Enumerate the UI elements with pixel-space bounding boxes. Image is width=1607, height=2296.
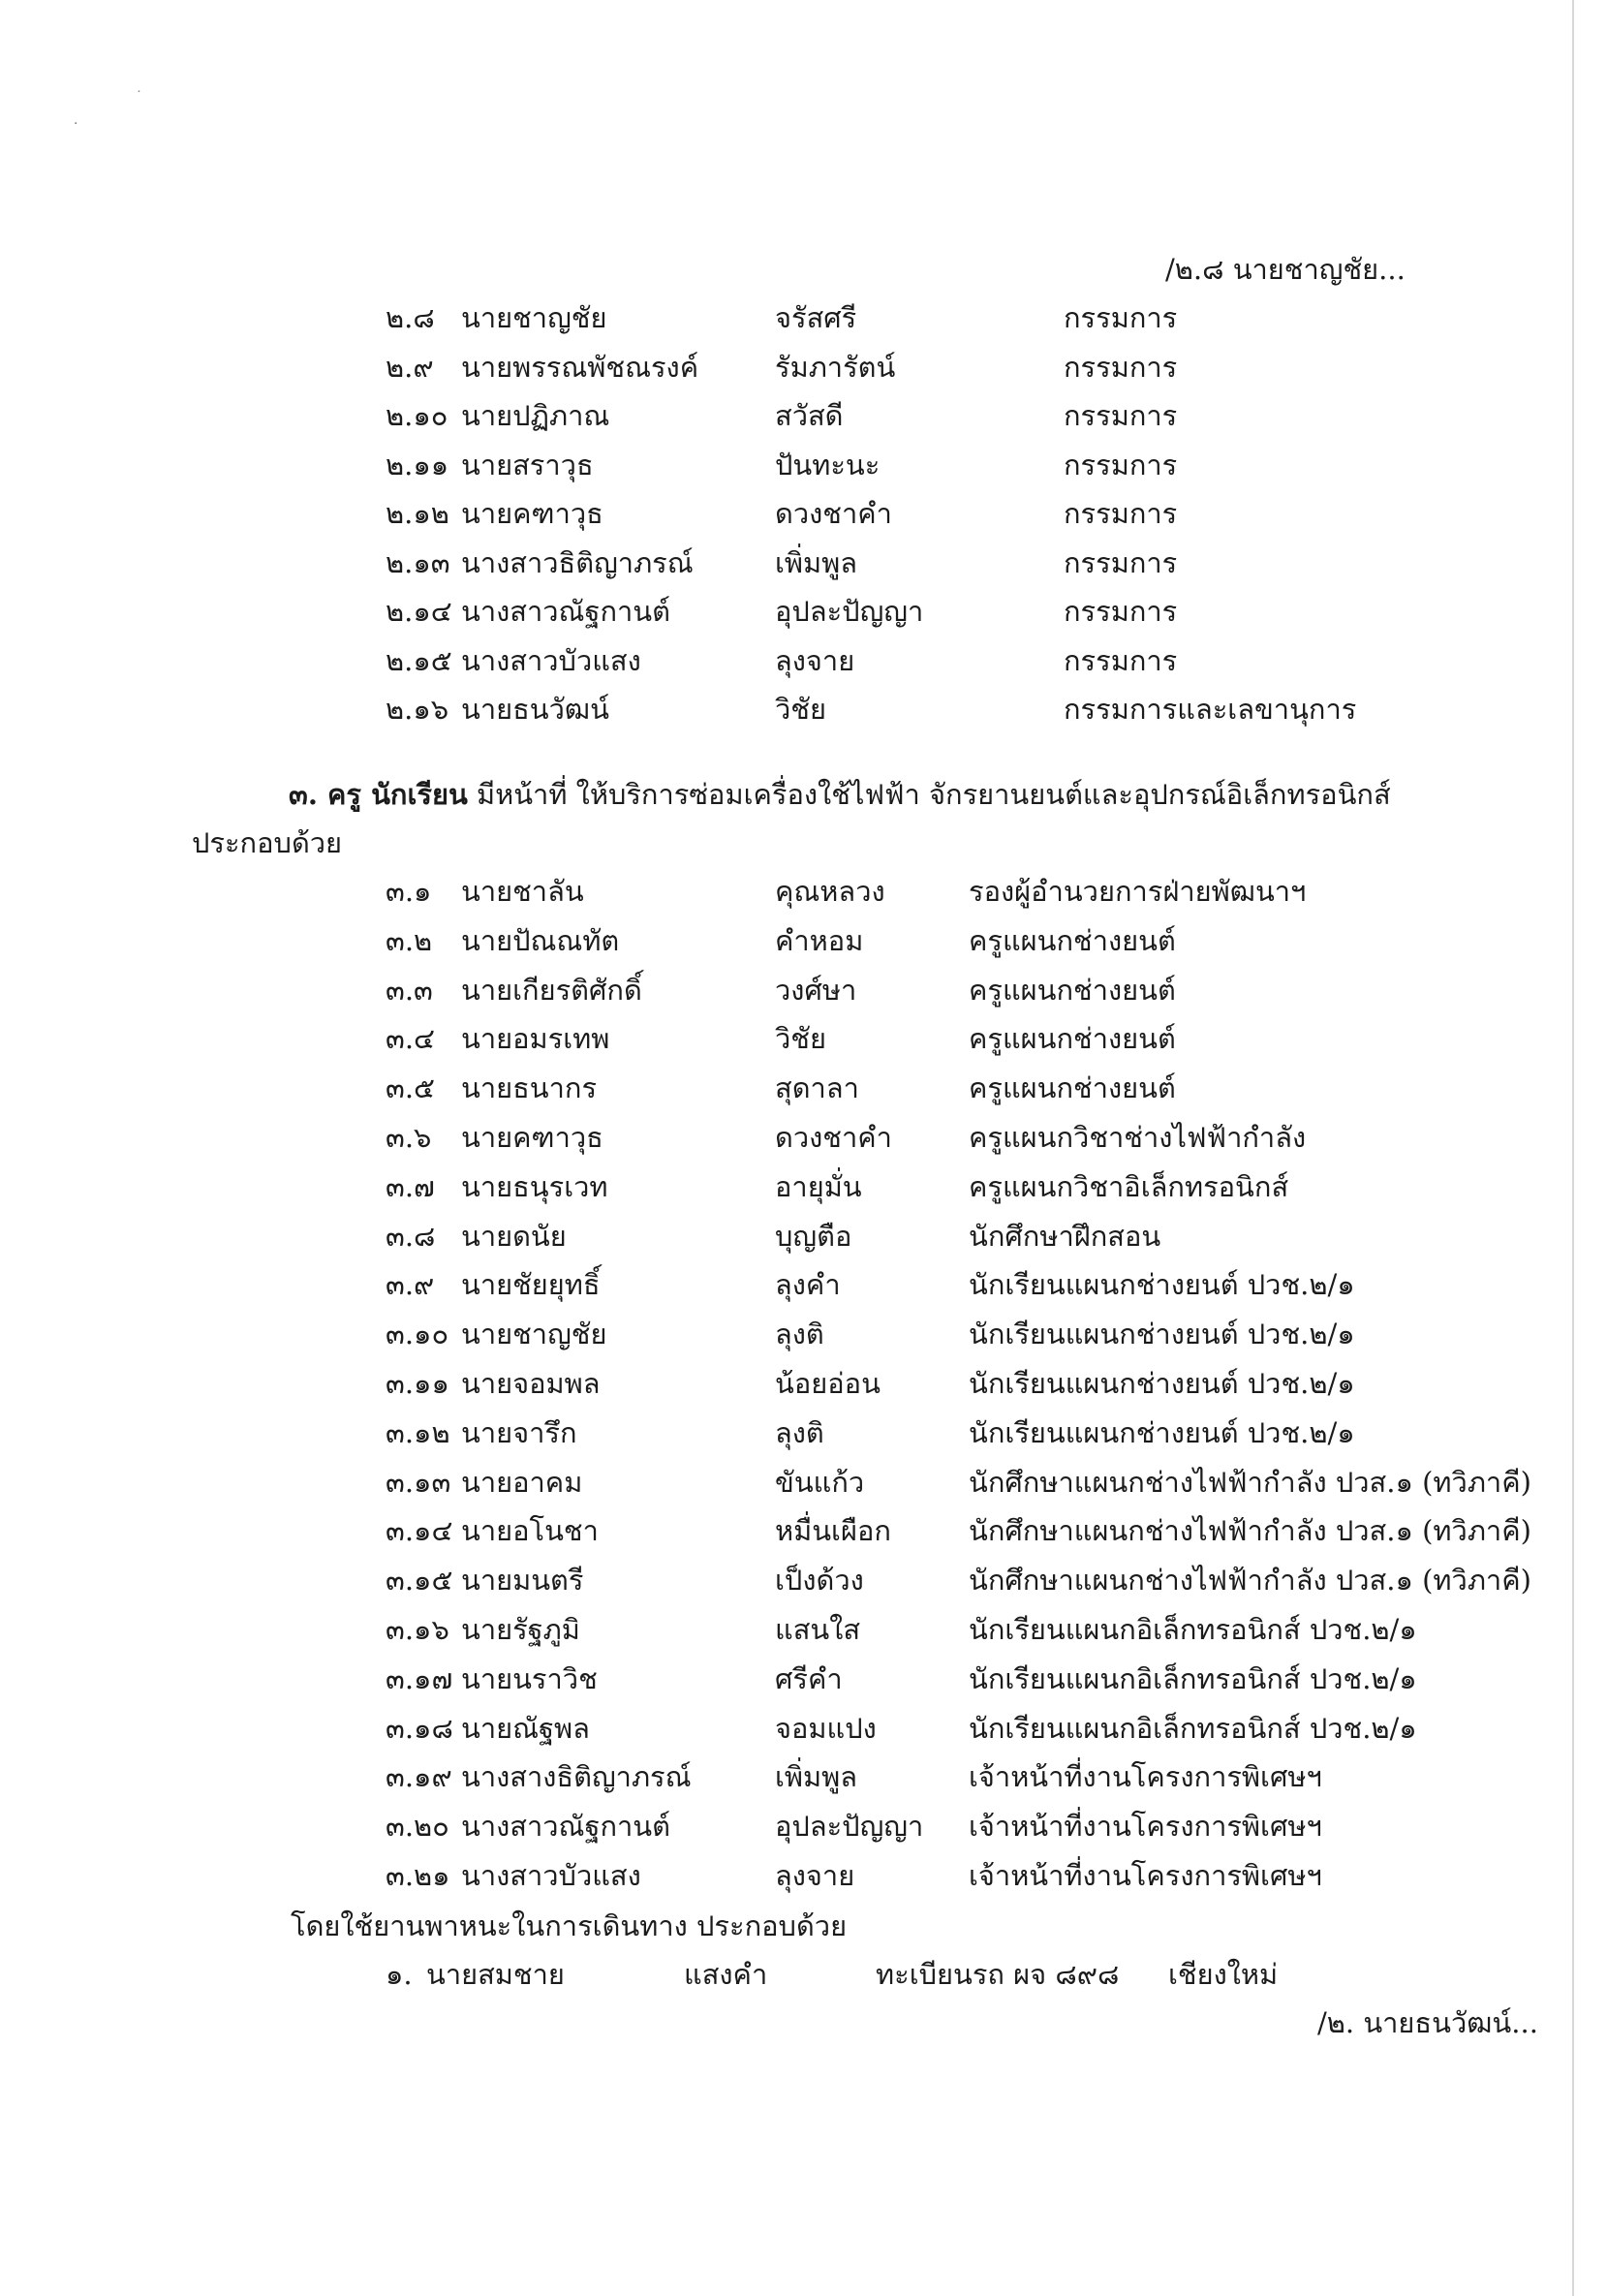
driver-name: นายสมชาย — [426, 1958, 565, 1991]
member-surname: รัมภารัตน์ — [775, 351, 896, 384]
member-role: นักเรียนแผนกช่างยนต์ ปวช.๒/๑ — [969, 1268, 1355, 1301]
member-surname: เพิ่มพูล — [775, 546, 858, 579]
member-name: นายจารึก — [461, 1416, 577, 1449]
member-name: นายมนตรี — [461, 1564, 584, 1597]
member-surname: เป็งด้วง — [775, 1564, 864, 1597]
member-surname: คำหอม — [775, 924, 864, 957]
member-role: เจ้าหน้าที่งานโครงการพิเศษฯ — [969, 1810, 1322, 1843]
member-name: นายปัณณทัต — [461, 924, 620, 957]
member-number: ๓.๑๕ — [386, 1564, 453, 1597]
member-number: ๓.๕ — [386, 1071, 435, 1104]
member-number: ๓.๙ — [386, 1268, 435, 1301]
member-surname: คุณหลวง — [775, 875, 885, 908]
member-surname: อุปละปัญญา — [775, 595, 924, 628]
member-surname: ปันทะนะ — [775, 449, 881, 481]
member-name: นายณัฐพล — [461, 1712, 590, 1745]
member-name: นายอาคม — [461, 1466, 583, 1499]
member-role: เจ้าหน้าที่งานโครงการพิเศษฯ — [969, 1760, 1322, 1793]
member-role: กรรมการ — [1064, 497, 1178, 530]
scan-speck: · — [74, 116, 78, 132]
member-surname: บุญตือ — [775, 1220, 852, 1253]
member-name: นายจอมพล — [461, 1367, 601, 1400]
member-role: นักเรียนแผนกอิเล็กทรอนิกส์ ปวช.๒/๑ — [969, 1712, 1417, 1745]
member-name: นายปฏิภาณ — [461, 399, 610, 432]
member-role: นักเรียนแผนกอิเล็กทรอนิกส์ ปวช.๒/๑ — [969, 1662, 1417, 1695]
member-number: ๓.๑๖ — [386, 1613, 449, 1646]
vehicles-intro: โดยใช้ยานพาหนะในการเดินทาง ประกอบด้วย — [291, 1909, 848, 1942]
member-name: นายนราวิช — [461, 1662, 598, 1695]
member-role: ครูแผนกวิชาอิเล็กทรอนิกส์ — [969, 1170, 1289, 1203]
member-number: ๓.๑๔ — [386, 1514, 453, 1547]
member-role: นักเรียนแผนกช่างยนต์ ปวช.๒/๑ — [969, 1367, 1355, 1400]
member-surname: เพิ่มพูล — [775, 1760, 858, 1793]
member-role: กรรมการ — [1064, 301, 1178, 334]
member-surname: ดวงชาคำ — [775, 1121, 892, 1154]
member-surname: ลุงจาย — [775, 1859, 855, 1892]
member-number: ๓.๑๑ — [386, 1367, 449, 1400]
member-surname: อายุมั่น — [775, 1170, 862, 1203]
member-name: นายสราวุธ — [461, 449, 594, 481]
member-role: นักศึกษาแผนกช่างไฟฟ้ากำลัง ปวส.๑ (ทวิภาคี) — [969, 1514, 1531, 1547]
member-surname: อุปละปัญญา — [775, 1810, 924, 1843]
member-number: ๓.๒๑ — [386, 1859, 450, 1892]
vehicle-plate: ทะเบียนรถ ผจ ๘๙๘ — [876, 1958, 1120, 1991]
member-role: กรรมการ — [1064, 644, 1178, 677]
member-name: นายดนัย — [461, 1220, 567, 1253]
member-name: นายชาลัน — [461, 875, 584, 908]
member-name: นางสางธิติญาภรณ์ — [461, 1760, 692, 1793]
member-surname: ดวงชาคำ — [775, 497, 892, 530]
member-name: นายธนากร — [461, 1071, 598, 1104]
section3-heading — [289, 777, 1391, 812]
member-surname: ลุงติ — [775, 1416, 824, 1449]
member-number: ๓.๒ — [386, 924, 433, 957]
member-number: ๒.๑๕ — [386, 644, 452, 677]
member-name: นายอมรเทพ — [461, 1022, 610, 1055]
member-number: ๓.๖ — [386, 1121, 432, 1154]
member-number: ๒.๑๐ — [386, 399, 448, 432]
member-number: ๓.๑๐ — [386, 1318, 449, 1350]
member-role: กรรมการ — [1064, 546, 1178, 579]
member-number: ๒.๑๓ — [386, 546, 450, 579]
member-name: นายชาญชัย — [461, 1318, 607, 1350]
member-name: นายอโนชา — [461, 1514, 599, 1547]
member-surname: จรัสศรี — [775, 301, 857, 334]
member-surname: สุดาลา — [775, 1071, 859, 1104]
member-role: ครูแผนกช่างยนต์ — [969, 1022, 1176, 1055]
scan-speck: ˙ — [136, 89, 142, 105]
member-surname: หมื่นเผือก — [775, 1514, 891, 1547]
member-number: ๓.๗ — [386, 1170, 435, 1203]
member-name: นางสาวบัวแสง — [461, 1859, 641, 1892]
member-number: ๒.๑๔ — [386, 595, 452, 628]
section3-heading-bold: ๓. ครู นักเรียน — [289, 778, 468, 811]
member-surname: แสนใส — [775, 1613, 861, 1646]
member-number: ๓.๑๒ — [386, 1416, 450, 1449]
member-number: ๒.๑๒ — [386, 497, 449, 530]
member-number: ๓.๓ — [386, 974, 433, 1007]
member-role: กรรมการ — [1064, 351, 1178, 384]
member-role: เจ้าหน้าที่งานโครงการพิเศษฯ — [969, 1859, 1322, 1892]
member-number: ๓.๔ — [386, 1022, 435, 1055]
member-number: ๓.๑ — [386, 875, 432, 908]
section3-heading-line2: ประกอบด้วย — [192, 826, 343, 859]
member-surname: วงศ์ษา — [775, 974, 857, 1007]
footer-continuation: /๒. นายธนวัฒน์... — [1317, 2006, 1538, 2039]
member-name: นายชัยยุทธิ์ — [461, 1268, 601, 1301]
member-number: ๓.๑๙ — [386, 1760, 452, 1793]
member-role: นักศึกษาฝึกสอน — [969, 1220, 1161, 1253]
section3-heading-text: มีหน้าที่ ให้บริการซ่อมเครื่องใช้ไฟฟ้า จักรยานยนต์และอุปกรณ์อิเล็กทรอนิกส์ — [467, 778, 1391, 811]
member-role: นักเรียนแผนกอิเล็กทรอนิกส์ ปวช.๒/๑ — [969, 1613, 1417, 1646]
member-name: นางสาวธิติญาภรณ์ — [461, 546, 694, 579]
member-name: นายชาญชัย — [461, 301, 607, 334]
member-surname: น้อยอ่อน — [775, 1367, 881, 1400]
member-role: นักเรียนแผนกช่างยนต์ ปวช.๒/๑ — [969, 1416, 1355, 1449]
member-surname: จอมแปง — [775, 1712, 877, 1745]
member-number: ๓.๑๓ — [386, 1466, 451, 1499]
member-number: ๓.๑๗ — [386, 1662, 453, 1695]
member-number: ๓.๑๘ — [386, 1712, 453, 1745]
member-name: นายรัฐภูมิ — [461, 1613, 580, 1646]
member-surname: ศรีคำ — [775, 1662, 843, 1695]
member-surname: วิชัย — [775, 1022, 826, 1055]
member-role: รองผู้อำนวยการฝ่ายพัฒนาฯ — [969, 875, 1307, 908]
vehicle-number: ๑. — [386, 1958, 413, 1991]
member-surname: วิชัย — [775, 693, 826, 726]
member-role: กรรมการ — [1064, 595, 1178, 628]
member-number: ๓.๒๐ — [386, 1810, 449, 1843]
member-role: กรรมการและเลขานุการ — [1064, 693, 1357, 726]
vehicle-province: เชียงใหม่ — [1168, 1958, 1279, 1991]
scan-edge-line — [1572, 0, 1574, 2296]
header-continuation: /๒.๘ นายชาญชัย... — [1165, 253, 1406, 286]
member-role: ครูแผนกช่างยนต์ — [969, 924, 1176, 957]
member-name: นายเกียรติศักดิ์ — [461, 974, 642, 1007]
member-name: นางสาวณัฐกานต์ — [461, 595, 670, 628]
member-number: ๒.๙ — [386, 351, 434, 384]
member-name: นางสาวณัฐกานต์ — [461, 1810, 670, 1843]
member-surname: ลุงติ — [775, 1318, 824, 1350]
member-role: นักศึกษาแผนกช่างไฟฟ้ากำลัง ปวส.๑ (ทวิภาคี) — [969, 1466, 1531, 1499]
member-role: ครูแผนกช่างยนต์ — [969, 1071, 1176, 1104]
member-role: ครูแผนกช่างยนต์ — [969, 974, 1176, 1007]
driver-surname: แสงคำ — [684, 1958, 768, 1991]
member-name: นายคฑาวุธ — [461, 497, 603, 530]
member-number: ๒.๘ — [386, 301, 435, 334]
member-surname: สวัสดี — [775, 399, 844, 432]
member-number: ๓.๘ — [386, 1220, 436, 1253]
member-role: นักเรียนแผนกช่างยนต์ ปวช.๒/๑ — [969, 1318, 1355, 1350]
member-name: นายธนวัฒน์ — [461, 693, 609, 726]
member-name: นายคฑาวุธ — [461, 1121, 603, 1154]
member-role: ครูแผนกวิชาช่างไฟฟ้ากำลัง — [969, 1121, 1307, 1154]
member-surname: ลุงจาย — [775, 644, 855, 677]
member-role: กรรมการ — [1064, 399, 1178, 432]
member-surname: ขันแก้ว — [775, 1466, 865, 1499]
member-name: นางสาวบัวแสง — [461, 644, 641, 677]
member-number: ๒.๑๑ — [386, 449, 449, 481]
member-role: นักศึกษาแผนกช่างไฟฟ้ากำลัง ปวส.๑ (ทวิภาคี) — [969, 1564, 1531, 1597]
member-number: ๒.๑๖ — [386, 693, 449, 726]
member-name: นายพรรณพัชณรงค์ — [461, 351, 699, 384]
member-surname: ลุงคำ — [775, 1268, 841, 1301]
member-name: นายธนุรเวท — [461, 1170, 608, 1203]
member-role: กรรมการ — [1064, 449, 1178, 481]
